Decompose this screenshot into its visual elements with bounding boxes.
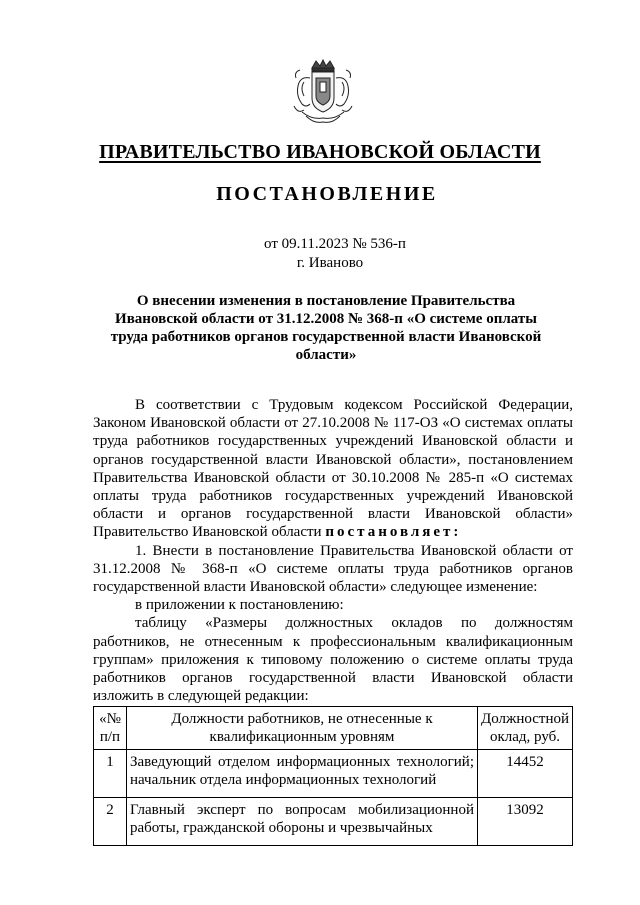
document-type-heading: ПОСТАНОВЛЕНИЕ <box>216 183 438 205</box>
table-row <box>94 750 573 798</box>
document-body <box>93 396 573 705</box>
item-1-paragraph: 1. Внести в постановление Правительства Ивановской области от 31.12.2008 № 368-п «О системе оплаты труда работников органов государственной власти Ивановской области» следующее изменение: <box>93 542 573 596</box>
header-num: «№ п/п <box>94 707 127 750</box>
preamble-text: В соответствии с Трудовым кодексом Российской Федерации, Законом Ивановской области от 27.10.2008 № 117-ОЗ «О системах оплаты труда работников государственных учреждений Ивановской области и органов государственной власти Ивановской области», постановлением Правительства Ивановской области от 30.10.2008 № 285-п «О системах оплаты труда работников государственных учреждений Ивановской области и органов государственной власти Ивановской области» Правительство Ивановской области <box>93 397 573 541</box>
decree-word: постановляет: <box>325 524 462 541</box>
organization-heading: ПРАВИТЕЛЬСТВО ИВАНОВСКОЙ ОБЛАСТИ <box>99 141 541 163</box>
preamble-paragraph <box>93 396 573 542</box>
date-number: от 09.11.2023 № 536-п <box>264 236 406 252</box>
header-position: Должности работников, не отнесенные к квалификационным уровням <box>126 707 477 750</box>
row-salary: 13092 <box>478 798 573 846</box>
row-position: Заведующий отделом информационных технологий; начальник отдела информационных технологий <box>126 750 477 798</box>
row-num: 1 <box>94 750 127 798</box>
row-num: 2 <box>94 798 127 846</box>
table-header-row <box>94 707 573 750</box>
table-row <box>94 798 573 846</box>
item-1-table-ref-paragraph: таблицу «Размеры должностных окладов по должностям работников, не отнесенным к профессиональным квалификационным группам» приложения к типовому положению о системе оплаты труда работников органов государственной власти Ивановской области изложить в следующей редакции: <box>93 615 573 705</box>
coat-of-arms-emblem-icon <box>290 58 356 126</box>
header-salary: Должностной оклад, руб. <box>478 707 573 750</box>
city: г. Иваново <box>296 255 364 271</box>
salary-table <box>93 706 573 846</box>
row-salary: 14452 <box>478 750 573 798</box>
row-position: Главный эксперт по вопросам мобилизационной работы, гражданской обороны и чрезвычайных <box>126 798 477 846</box>
document-title: О внесении изменения в постановление Правительства Ивановской области от 31.12.2008 № 368-п «О системе оплаты труда работников органов государственной власти Ивановской области» <box>110 293 542 363</box>
item-1-sub-paragraph: в приложении к постановлению: <box>135 597 344 614</box>
